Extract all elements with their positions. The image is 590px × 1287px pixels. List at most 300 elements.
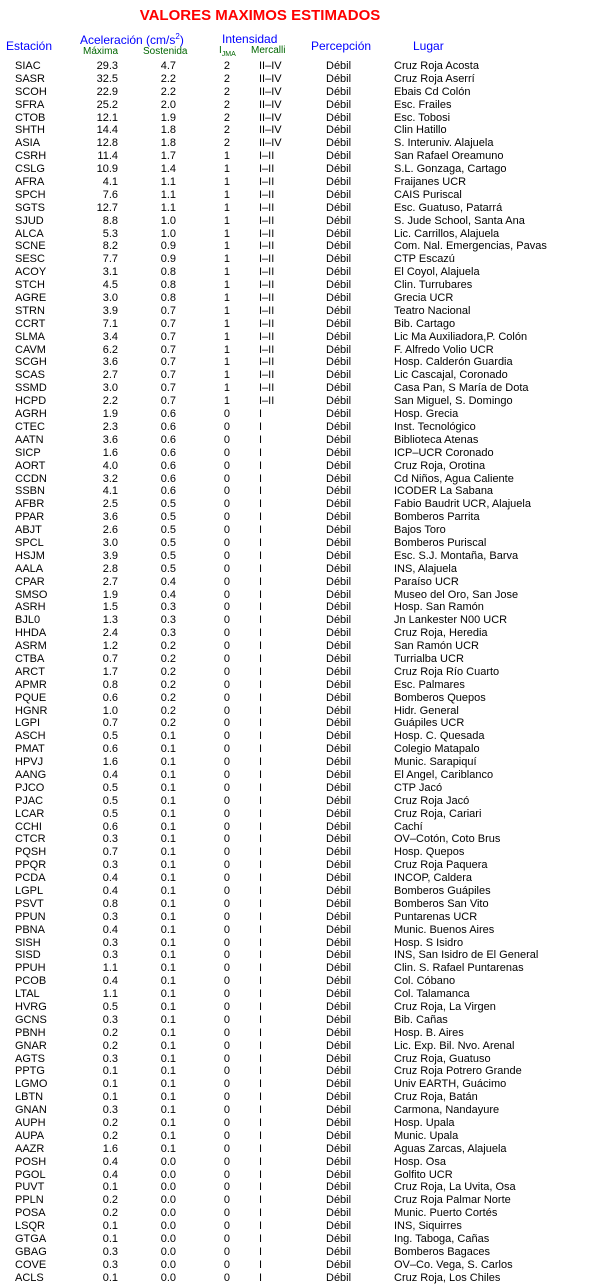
mercalli-intensity: I bbox=[259, 408, 263, 421]
location: CTP Escazú bbox=[394, 253, 455, 266]
location: Cruz Roja Río Cuarto bbox=[394, 665, 500, 678]
mercalli-intensity: II–IV bbox=[259, 60, 282, 72]
location: Jn Lankester N00 UCR bbox=[394, 614, 508, 627]
location: INS, San Isidro de El General bbox=[394, 949, 539, 962]
location: Cruz Roja, La Uvita, Osa bbox=[394, 1181, 516, 1194]
station-code: SCNE bbox=[15, 240, 46, 253]
mercalli-intensity: I–II bbox=[259, 240, 275, 253]
table-row bbox=[0, 228, 590, 241]
jma-intensity: 0 bbox=[223, 885, 230, 897]
max-acceleration: 3.9 bbox=[102, 549, 118, 562]
location: Paraíso UCR bbox=[394, 575, 459, 588]
mercalli-intensity: I bbox=[259, 498, 263, 511]
jma-intensity: 1 bbox=[223, 163, 230, 176]
sustained-acceleration: 0.8 bbox=[160, 292, 176, 305]
mercalli-intensity: I bbox=[259, 846, 263, 859]
sustained-acceleration: 0.1 bbox=[160, 975, 176, 988]
location: F. Alfredo Volio UCR bbox=[394, 343, 494, 356]
mercalli-intensity: I–II bbox=[259, 214, 275, 227]
perception: Débil bbox=[326, 820, 352, 833]
mercalli-intensity: I bbox=[259, 872, 263, 885]
sustained-acceleration: 0.0 bbox=[160, 1194, 176, 1207]
table-row bbox=[0, 382, 590, 395]
jma-intensity: 0 bbox=[223, 781, 230, 794]
perception: Débil bbox=[326, 304, 352, 317]
perception: Débil bbox=[326, 717, 352, 730]
station-code: ALCA bbox=[15, 227, 44, 240]
table-row bbox=[0, 550, 590, 563]
station-code: SSBN bbox=[15, 485, 45, 498]
station-code: HPVJ bbox=[15, 756, 44, 769]
station-code: CAVM bbox=[15, 343, 46, 356]
location: Ebais Cd Colón bbox=[394, 85, 471, 98]
location: Hosp. S Isidro bbox=[394, 936, 464, 949]
jma-intensity: 0 bbox=[223, 794, 230, 807]
station-code: PJCO bbox=[15, 781, 45, 794]
max-acceleration: 1.2 bbox=[102, 640, 118, 653]
location: Cruz Roja Acosta bbox=[394, 60, 479, 72]
sustained-acceleration: 0.6 bbox=[160, 472, 176, 485]
sustained-acceleration: 0.0 bbox=[160, 1233, 176, 1246]
sustained-acceleration: 0.0 bbox=[160, 1258, 176, 1271]
perception: Débil bbox=[326, 1117, 352, 1130]
max-acceleration: 2.7 bbox=[102, 369, 118, 382]
header-intensidad: Intensidad bbox=[222, 32, 278, 46]
location: San Miguel, S. Domingo bbox=[394, 395, 513, 408]
table-row bbox=[0, 563, 590, 576]
sustained-acceleration: 0.2 bbox=[160, 640, 176, 653]
mercalli-intensity: I–II bbox=[259, 369, 275, 382]
station-code: SIAC bbox=[15, 60, 41, 72]
jma-intensity: 0 bbox=[223, 562, 230, 575]
max-acceleration: 0.3 bbox=[102, 936, 118, 949]
table-row bbox=[0, 898, 590, 911]
jma-intensity: 0 bbox=[223, 472, 230, 485]
perception: Débil bbox=[326, 794, 352, 807]
jma-intensity: 0 bbox=[223, 1001, 230, 1014]
location: Golfito UCR bbox=[394, 1168, 453, 1181]
mercalli-intensity: I bbox=[259, 536, 263, 549]
station-code: AALA bbox=[15, 562, 44, 575]
perception: Débil bbox=[326, 601, 352, 614]
mercalli-intensity: I bbox=[259, 897, 263, 910]
sustained-acceleration: 0.7 bbox=[160, 317, 176, 330]
station-code: ARCT bbox=[15, 665, 45, 678]
station-code: AGTS bbox=[15, 1052, 45, 1065]
perception: Débil bbox=[326, 975, 352, 988]
table-row bbox=[0, 846, 590, 859]
jma-intensity: 0 bbox=[223, 1220, 230, 1233]
table-row bbox=[0, 266, 590, 279]
location: Bomberos Bagaces bbox=[394, 1245, 490, 1258]
jma-intensity: 0 bbox=[223, 1052, 230, 1065]
sustained-acceleration: 0.0 bbox=[160, 1181, 176, 1194]
perception: Débil bbox=[326, 420, 352, 433]
sustained-acceleration: 0.1 bbox=[160, 743, 176, 756]
table-row bbox=[0, 86, 590, 99]
mercalli-intensity: I bbox=[259, 665, 263, 678]
perception: Débil bbox=[326, 240, 352, 253]
table-row bbox=[0, 1091, 590, 1104]
sustained-acceleration: 0.5 bbox=[160, 562, 176, 575]
sustained-acceleration: 0.1 bbox=[160, 1013, 176, 1026]
perception: Débil bbox=[326, 369, 352, 382]
mercalli-intensity: I bbox=[259, 1104, 263, 1117]
location: INCOP, Caldera bbox=[394, 872, 473, 885]
perception: Débil bbox=[326, 485, 352, 498]
sustained-acceleration: 0.1 bbox=[160, 768, 176, 781]
mercalli-intensity: I bbox=[259, 717, 263, 730]
max-acceleration: 3.6 bbox=[102, 356, 118, 369]
jma-intensity: 1 bbox=[223, 317, 230, 330]
station-code: LBTN bbox=[15, 1091, 44, 1104]
max-acceleration: 0.3 bbox=[102, 1104, 118, 1117]
max-acceleration: 3.0 bbox=[102, 536, 118, 549]
jma-intensity: 0 bbox=[223, 1194, 230, 1207]
location: Hidr. General bbox=[394, 704, 459, 717]
max-acceleration: 4.1 bbox=[102, 176, 118, 189]
perception: Débil bbox=[326, 781, 352, 794]
max-acceleration: 0.1 bbox=[102, 1065, 118, 1078]
station-code: AFRA bbox=[15, 176, 45, 189]
table-row bbox=[0, 576, 590, 589]
mercalli-intensity: I bbox=[259, 1129, 263, 1142]
station-code: PSVT bbox=[15, 897, 44, 910]
table-row bbox=[0, 124, 590, 137]
header-ijma-main: I bbox=[219, 45, 222, 56]
data-table bbox=[0, 60, 590, 1285]
mercalli-intensity: I bbox=[259, 472, 263, 485]
perception: Débil bbox=[326, 1052, 352, 1065]
table-row bbox=[0, 447, 590, 460]
sustained-acceleration: 0.2 bbox=[160, 678, 176, 691]
location: Col. Talamanca bbox=[394, 988, 470, 1001]
sustained-acceleration: 1.1 bbox=[160, 176, 176, 189]
max-acceleration: 0.1 bbox=[102, 1181, 118, 1194]
perception: Débil bbox=[326, 111, 352, 124]
jma-intensity: 0 bbox=[223, 1117, 230, 1130]
perception: Débil bbox=[326, 652, 352, 665]
jma-intensity: 1 bbox=[223, 240, 230, 253]
station-code: GCNS bbox=[15, 1013, 47, 1026]
max-acceleration: 0.2 bbox=[102, 1117, 118, 1130]
sustained-acceleration: 0.6 bbox=[160, 459, 176, 472]
perception: Débil bbox=[326, 498, 352, 511]
location: Cruz Roja Paquera bbox=[394, 859, 488, 872]
max-acceleration: 1.6 bbox=[102, 446, 118, 459]
perception: Débil bbox=[326, 1233, 352, 1246]
mercalli-intensity: II–IV bbox=[259, 111, 282, 124]
jma-intensity: 1 bbox=[223, 279, 230, 292]
max-acceleration: 12.1 bbox=[96, 111, 118, 124]
sustained-acceleration: 0.7 bbox=[160, 369, 176, 382]
mercalli-intensity: I bbox=[259, 885, 263, 897]
location: Cruz Roja, Guatuso bbox=[394, 1052, 491, 1065]
table-row bbox=[0, 769, 590, 782]
jma-intensity: 0 bbox=[223, 910, 230, 923]
location: Cruz Roja, Orotina bbox=[394, 459, 486, 472]
mercalli-intensity: I–II bbox=[259, 356, 275, 369]
perception: Débil bbox=[326, 1271, 352, 1284]
table-row bbox=[0, 1143, 590, 1156]
station-code: HHDA bbox=[15, 627, 47, 640]
max-acceleration: 3.6 bbox=[102, 511, 118, 524]
sustained-acceleration: 0.1 bbox=[160, 1129, 176, 1142]
jma-intensity: 2 bbox=[223, 124, 230, 137]
jma-intensity: 0 bbox=[223, 459, 230, 472]
jma-intensity: 0 bbox=[223, 768, 230, 781]
mercalli-intensity: I bbox=[259, 420, 263, 433]
sustained-acceleration: 0.3 bbox=[160, 614, 176, 627]
mercalli-intensity: I bbox=[259, 627, 263, 640]
perception: Débil bbox=[326, 756, 352, 769]
max-acceleration: 2.6 bbox=[102, 524, 118, 537]
sustained-acceleration: 0.3 bbox=[160, 601, 176, 614]
mercalli-intensity: I bbox=[259, 1155, 263, 1168]
jma-intensity: 0 bbox=[223, 588, 230, 601]
max-acceleration: 3.2 bbox=[102, 472, 118, 485]
sustained-acceleration: 0.1 bbox=[160, 949, 176, 962]
station-code: APMR bbox=[15, 678, 47, 691]
station-code: PQSH bbox=[15, 846, 47, 859]
perception: Débil bbox=[326, 472, 352, 485]
max-acceleration: 0.4 bbox=[102, 885, 118, 897]
perception: Débil bbox=[326, 124, 352, 137]
table-row bbox=[0, 240, 590, 253]
station-code: LCAR bbox=[15, 807, 45, 820]
max-acceleration: 0.8 bbox=[102, 678, 118, 691]
location: Inst. Tecnológico bbox=[394, 420, 476, 433]
station-code: PPLN bbox=[15, 1194, 44, 1207]
max-acceleration: 0.3 bbox=[102, 1258, 118, 1271]
location: Col. Cóbano bbox=[394, 975, 456, 988]
jma-intensity: 0 bbox=[223, 730, 230, 743]
jma-intensity: 1 bbox=[223, 382, 230, 395]
jma-intensity: 0 bbox=[223, 1039, 230, 1052]
station-code: CCHI bbox=[15, 820, 42, 833]
mercalli-intensity: I bbox=[259, 923, 263, 936]
jma-intensity: 0 bbox=[223, 949, 230, 962]
mercalli-intensity: I bbox=[259, 781, 263, 794]
header-aceleracion-sup: 2 bbox=[175, 32, 180, 41]
jma-intensity: 1 bbox=[223, 201, 230, 214]
header-mercalli: Mercalli bbox=[251, 45, 286, 56]
perception: Débil bbox=[326, 1001, 352, 1014]
location: OV–Co. Vega, S. Carlos bbox=[394, 1258, 513, 1271]
sustained-acceleration: 0.1 bbox=[160, 962, 176, 975]
location: Puntarenas UCR bbox=[394, 910, 478, 923]
max-acceleration: 3.4 bbox=[102, 330, 118, 343]
perception: Débil bbox=[326, 588, 352, 601]
jma-intensity: 0 bbox=[223, 846, 230, 859]
perception: Débil bbox=[326, 1013, 352, 1026]
perception: Débil bbox=[326, 317, 352, 330]
perception: Débil bbox=[326, 279, 352, 292]
sustained-acceleration: 4.7 bbox=[160, 60, 176, 72]
max-acceleration: 0.3 bbox=[102, 859, 118, 872]
station-code: HVRG bbox=[15, 1001, 47, 1014]
mercalli-intensity: I bbox=[259, 652, 263, 665]
location: Bajos Toro bbox=[394, 524, 446, 537]
jma-intensity: 0 bbox=[223, 936, 230, 949]
station-code: GBAG bbox=[15, 1245, 47, 1258]
perception: Débil bbox=[326, 137, 352, 150]
max-acceleration: 0.2 bbox=[102, 1129, 118, 1142]
sustained-acceleration: 2.0 bbox=[160, 98, 176, 111]
sustained-acceleration: 0.9 bbox=[160, 240, 176, 253]
mercalli-intensity: II–IV bbox=[259, 98, 282, 111]
location: Munic. Upala bbox=[394, 1129, 459, 1142]
max-acceleration: 1.9 bbox=[102, 588, 118, 601]
table-row bbox=[0, 795, 590, 808]
perception: Débil bbox=[326, 678, 352, 691]
location: Carmona, Nandayure bbox=[394, 1104, 500, 1117]
jma-intensity: 0 bbox=[223, 1207, 230, 1220]
mercalli-intensity: I bbox=[259, 459, 263, 472]
location: Biblioteca Atenas bbox=[394, 433, 479, 446]
sustained-acceleration: 0.1 bbox=[160, 1104, 176, 1117]
sustained-acceleration: 0.6 bbox=[160, 420, 176, 433]
station-code: CSRH bbox=[15, 150, 47, 163]
location: Teatro Nacional bbox=[394, 304, 471, 317]
location: Hosp. Upala bbox=[394, 1117, 455, 1130]
location: Bomberos Puriscal bbox=[394, 536, 487, 549]
station-code: SICP bbox=[15, 446, 41, 459]
max-acceleration: 0.8 bbox=[102, 897, 118, 910]
jma-intensity: 2 bbox=[223, 98, 230, 111]
location: Bib. Cartago bbox=[394, 317, 456, 330]
perception: Débil bbox=[326, 562, 352, 575]
table-row bbox=[0, 408, 590, 421]
mercalli-intensity: I–II bbox=[259, 292, 275, 305]
perception: Débil bbox=[326, 536, 352, 549]
location: S. Jude School, Santa Ana bbox=[394, 214, 525, 227]
table-row bbox=[0, 1130, 590, 1143]
station-code: PCOB bbox=[15, 975, 47, 988]
sustained-acceleration: 0.7 bbox=[160, 356, 176, 369]
station-code: POSA bbox=[15, 1207, 46, 1220]
sustained-acceleration: 0.6 bbox=[160, 408, 176, 421]
table-row bbox=[0, 460, 590, 473]
jma-intensity: 0 bbox=[223, 975, 230, 988]
perception: Débil bbox=[326, 1181, 352, 1194]
perception: Débil bbox=[326, 201, 352, 214]
location: Hosp. Quepos bbox=[394, 846, 465, 859]
station-code: AGRE bbox=[15, 292, 47, 305]
table-row bbox=[0, 537, 590, 550]
max-acceleration: 2.2 bbox=[102, 395, 118, 408]
jma-intensity: 0 bbox=[223, 756, 230, 769]
perception: Débil bbox=[326, 640, 352, 653]
station-code: AORT bbox=[15, 459, 46, 472]
table-row bbox=[0, 344, 590, 357]
location: Hosp. C. Quesada bbox=[394, 730, 485, 743]
sustained-acceleration: 0.1 bbox=[160, 988, 176, 1001]
table-row bbox=[0, 782, 590, 795]
mercalli-intensity: I bbox=[259, 1258, 263, 1271]
location: El Angel, Cariblanco bbox=[394, 768, 494, 781]
perception: Débil bbox=[326, 730, 352, 743]
jma-intensity: 0 bbox=[223, 691, 230, 704]
station-code: PPQR bbox=[15, 859, 47, 872]
station-code: CCDN bbox=[15, 472, 47, 485]
station-code: SMSO bbox=[15, 588, 48, 601]
station-code: HSJM bbox=[15, 549, 45, 562]
mercalli-intensity: I bbox=[259, 820, 263, 833]
station-code: SLMA bbox=[15, 330, 45, 343]
table-row bbox=[0, 318, 590, 331]
sustained-acceleration: 0.1 bbox=[160, 859, 176, 872]
table-row bbox=[0, 176, 590, 189]
max-acceleration: 1.1 bbox=[102, 962, 118, 975]
table-row bbox=[0, 589, 590, 602]
location: Cruz Roja Palmar Norte bbox=[394, 1194, 511, 1207]
table-row bbox=[0, 1181, 590, 1194]
table-row bbox=[0, 885, 590, 898]
max-acceleration: 3.0 bbox=[102, 382, 118, 395]
table-row bbox=[0, 821, 590, 834]
mercalli-intensity: II–IV bbox=[259, 72, 282, 85]
station-code: CTOB bbox=[15, 111, 46, 124]
max-acceleration: 1.0 bbox=[102, 704, 118, 717]
sustained-acceleration: 0.3 bbox=[160, 627, 176, 640]
table-row bbox=[0, 1169, 590, 1182]
max-acceleration: 5.3 bbox=[102, 227, 118, 240]
mercalli-intensity: I bbox=[259, 1039, 263, 1052]
mercalli-intensity: I bbox=[259, 962, 263, 975]
perception: Débil bbox=[326, 188, 352, 201]
station-code: SCOH bbox=[15, 85, 47, 98]
table-row bbox=[0, 937, 590, 950]
mercalli-intensity: I bbox=[259, 768, 263, 781]
jma-intensity: 0 bbox=[223, 962, 230, 975]
table-row bbox=[0, 150, 590, 163]
perception: Débil bbox=[326, 575, 352, 588]
mercalli-intensity: I bbox=[259, 988, 263, 1001]
max-acceleration: 0.6 bbox=[102, 820, 118, 833]
jma-intensity: 0 bbox=[223, 820, 230, 833]
sustained-acceleration: 0.1 bbox=[160, 1052, 176, 1065]
mercalli-intensity: I bbox=[259, 601, 263, 614]
table-row bbox=[0, 988, 590, 1001]
jma-intensity: 1 bbox=[223, 150, 230, 163]
station-code: BJL0 bbox=[15, 614, 41, 627]
table-row bbox=[0, 1001, 590, 1014]
location: Clin. Turrubares bbox=[394, 279, 473, 292]
table-row bbox=[0, 356, 590, 369]
sustained-acceleration: 2.2 bbox=[160, 72, 176, 85]
perception: Débil bbox=[326, 459, 352, 472]
perception: Débil bbox=[326, 1039, 352, 1052]
jma-intensity: 1 bbox=[223, 356, 230, 369]
location: Cd Niños, Agua Caliente bbox=[394, 472, 514, 485]
max-acceleration: 8.2 bbox=[102, 240, 118, 253]
location: CAIS Puriscal bbox=[394, 188, 462, 201]
location: Bomberos San Vito bbox=[394, 897, 489, 910]
table-row bbox=[0, 1065, 590, 1078]
max-acceleration: 0.3 bbox=[102, 1013, 118, 1026]
mercalli-intensity: I bbox=[259, 485, 263, 498]
sustained-acceleration: 1.1 bbox=[160, 201, 176, 214]
header-aceleracion-text: Aceleración (cm/s bbox=[80, 33, 176, 47]
jma-intensity: 0 bbox=[223, 1078, 230, 1091]
sustained-acceleration: 1.8 bbox=[160, 137, 176, 150]
table-row bbox=[0, 911, 590, 924]
jma-intensity: 0 bbox=[223, 536, 230, 549]
jma-intensity: 0 bbox=[223, 601, 230, 614]
perception: Débil bbox=[326, 691, 352, 704]
table-row bbox=[0, 653, 590, 666]
